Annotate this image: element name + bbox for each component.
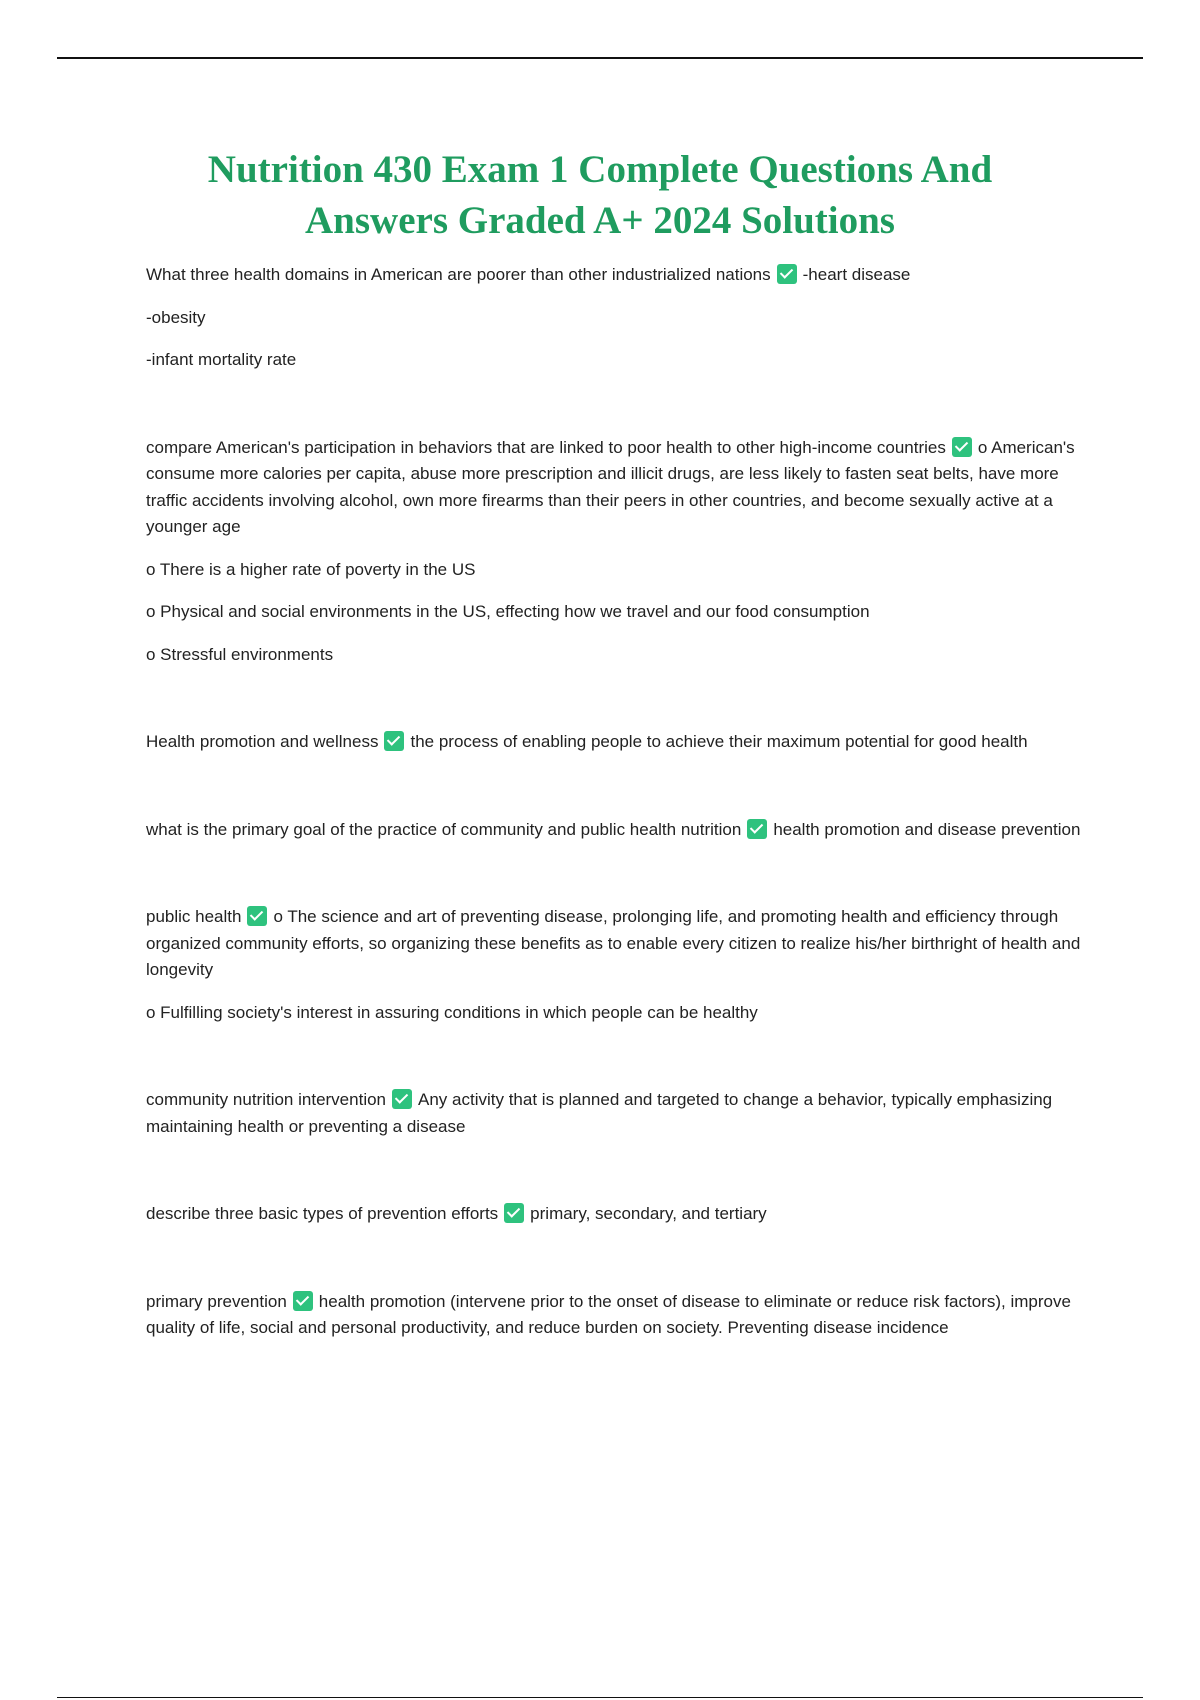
qa-item bbox=[146, 435, 1096, 669]
answer-text: Any activity that is planned and targeted to change a behavior, typically emphasizing maintaining health or preventing a disease bbox=[146, 1090, 1053, 1136]
answer-extra: o Fulfilling society's interest in assuring conditions in which people can be healthy bbox=[146, 1002, 758, 1022]
question-text: what is the primary goal of the practice of community and public health nutrition bbox=[146, 819, 742, 839]
question-text: primary prevention bbox=[146, 1291, 287, 1311]
answer-extra: o There is a higher rate of poverty in the US bbox=[146, 559, 476, 579]
title-line-2: Answers Graded A+ 2024 Solutions bbox=[305, 199, 895, 242]
qa-line bbox=[146, 904, 1096, 984]
top-rule bbox=[57, 57, 1143, 59]
question-text: community nutrition intervention bbox=[146, 1090, 387, 1109]
checkmark-icon bbox=[747, 819, 767, 839]
qa-line bbox=[146, 729, 1096, 756]
qa-item bbox=[146, 729, 1096, 756]
checkmark-icon bbox=[504, 1203, 524, 1223]
answer-text: health promotion and disease prevention bbox=[773, 819, 1081, 839]
checkmark-icon bbox=[392, 1089, 412, 1109]
qa-item bbox=[146, 262, 1096, 374]
qa-line bbox=[146, 262, 1096, 289]
title-line-1: Nutrition 430 Exam 1 Complete Questions And bbox=[207, 148, 993, 191]
document-title bbox=[100, 144, 1100, 246]
answer-text: health promotion (intervene prior to the onset of disease to eliminate or reduce risk factors), improve quality of life, social and personal productivity, and reduce burden on society. Preventing disease incidence bbox=[146, 1291, 1071, 1337]
qa-line bbox=[146, 1087, 1096, 1140]
qa-item bbox=[146, 1087, 1096, 1140]
answer-extra: -obesity bbox=[146, 307, 206, 327]
answer-text: -heart disease bbox=[802, 265, 911, 284]
checkmark-icon bbox=[384, 731, 404, 751]
qa-line bbox=[146, 435, 1096, 541]
answer-extra: -infant mortality rate bbox=[146, 350, 297, 369]
checkmark-icon bbox=[952, 437, 972, 457]
answer-text: the process of enabling people to achieve their maximum potential for good health bbox=[410, 732, 1028, 751]
qa-item bbox=[146, 904, 1096, 1026]
checkmark-icon bbox=[247, 906, 267, 926]
answer-text: o American's consume more calories per capita, abuse more prescription and illicit drugs, are less likely to fasten seat belts, have more traffic accidents involving alcohol, own more firearms than their peers in other countries, and become sexually active at a younger age bbox=[146, 437, 1075, 536]
question-text: public health bbox=[146, 907, 242, 926]
qa-line bbox=[146, 1289, 1096, 1342]
answer-extra: o Stressful environments bbox=[146, 644, 334, 664]
question-text: describe three basic types of prevention efforts bbox=[146, 1204, 499, 1223]
question-text: What three health domains in American are poorer than other industrialized nations bbox=[146, 265, 771, 284]
qa-item bbox=[146, 817, 1096, 844]
question-text: compare American's participation in behaviors that are linked to poor health to other high-income countries bbox=[146, 437, 946, 457]
checkmark-icon bbox=[777, 264, 797, 284]
qa-list bbox=[146, 262, 1096, 1358]
answer-text: o The science and art of preventing disease, prolonging life, and promoting health and efficiency through organized community efforts, so organizing these benefits as to enable every citizen to realize his/her birthright of health and longevity bbox=[146, 907, 1081, 979]
qa-item bbox=[146, 1289, 1096, 1342]
qa-line bbox=[146, 817, 1096, 844]
answer-text: primary, secondary, and tertiary bbox=[530, 1204, 767, 1223]
question-text: Health promotion and wellness bbox=[146, 732, 379, 751]
qa-item bbox=[146, 1201, 1096, 1228]
bottom-rule bbox=[57, 1697, 1143, 1698]
checkmark-icon bbox=[293, 1291, 313, 1311]
qa-line bbox=[146, 1201, 1096, 1228]
answer-extra: o Physical and social environments in the US, effecting how we travel and our food consumption bbox=[146, 602, 870, 621]
